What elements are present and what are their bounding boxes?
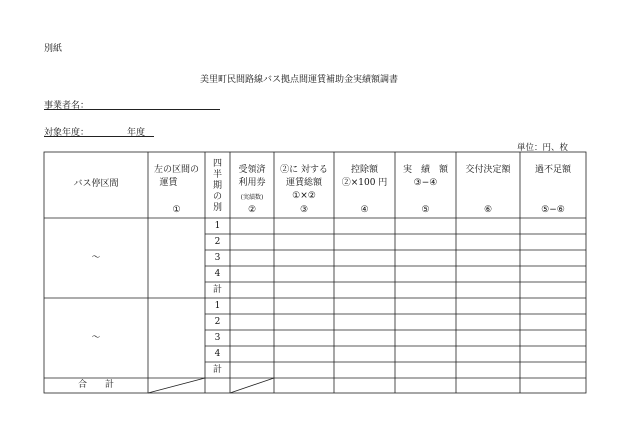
header-actual-num: ⑤ xyxy=(421,205,430,215)
document-title: 美里町民間路線バス拠点間運賃補助金実績額調書 xyxy=(200,75,399,85)
header-deduction-formula: ②×100 円 xyxy=(341,178,388,188)
header-total-line2: 運賃総額 xyxy=(285,178,322,188)
quarter-label: 2 xyxy=(214,317,221,327)
header-deduction-line1: 控除額 xyxy=(350,165,378,175)
quarter-label: 計 xyxy=(212,365,222,375)
quarter-label: 3 xyxy=(214,333,221,343)
header-quarter-char: 期 xyxy=(212,181,222,191)
header-grant-num: ⑥ xyxy=(483,205,493,215)
quarter-label: 2 xyxy=(214,237,221,247)
header-shortfall-line1: 過不足額 xyxy=(534,165,571,175)
header-total-line1: ②に 対する xyxy=(280,165,328,175)
total-diagonal-fare xyxy=(148,378,205,393)
header-actual-line1: 実 績 額 xyxy=(402,165,448,175)
total-diagonal-used xyxy=(230,378,274,393)
header-left-fare-line1: 左の区間の xyxy=(153,165,199,175)
quarter-label: 3 xyxy=(214,253,221,263)
quarter-label: 1 xyxy=(214,301,221,311)
header-used-line2: 利用券 xyxy=(238,178,266,188)
quarter-label: 4 xyxy=(214,349,221,359)
header-used-note: (実績数) xyxy=(240,194,264,201)
header-quarter-char: 別 xyxy=(212,203,222,213)
quarter-label: 計 xyxy=(212,285,222,295)
header-quarter-char: 半 xyxy=(212,170,222,180)
header-left-fare-num: ① xyxy=(172,205,181,215)
header-used-line1: 受領済 xyxy=(238,165,266,175)
operator-label: 事業者名： xyxy=(44,101,90,111)
header-grant-line1: 交付決定額 xyxy=(465,165,511,175)
header-quarter-char: 四 xyxy=(212,159,222,169)
header-deduction-num: ④ xyxy=(360,205,369,215)
header-actual-formula: ③−④ xyxy=(413,178,438,188)
header-total-num: ③ xyxy=(299,205,309,215)
header-total-formula: ①×② xyxy=(292,191,316,201)
unit-label: 単位：円、枚 xyxy=(517,143,569,153)
section-mark: ～ xyxy=(91,253,101,263)
header-shortfall-formula: ⑤−⑥ xyxy=(541,205,565,215)
year-label: 対象年度： xyxy=(44,128,90,138)
quarter-label: 1 xyxy=(214,221,221,231)
attachment-label: 別紙 xyxy=(44,44,63,54)
quarter-label: 4 xyxy=(214,269,221,279)
header-left-fare-line2: 運賃 xyxy=(159,178,178,188)
header-quarter-char: の xyxy=(212,192,222,202)
section-mark: ～ xyxy=(91,333,101,343)
total-label: 合 計 xyxy=(77,380,114,390)
header-section: バス停区間 xyxy=(73,179,119,189)
year-suffix: 年度 xyxy=(127,128,146,138)
header-used-num: ② xyxy=(247,205,257,215)
